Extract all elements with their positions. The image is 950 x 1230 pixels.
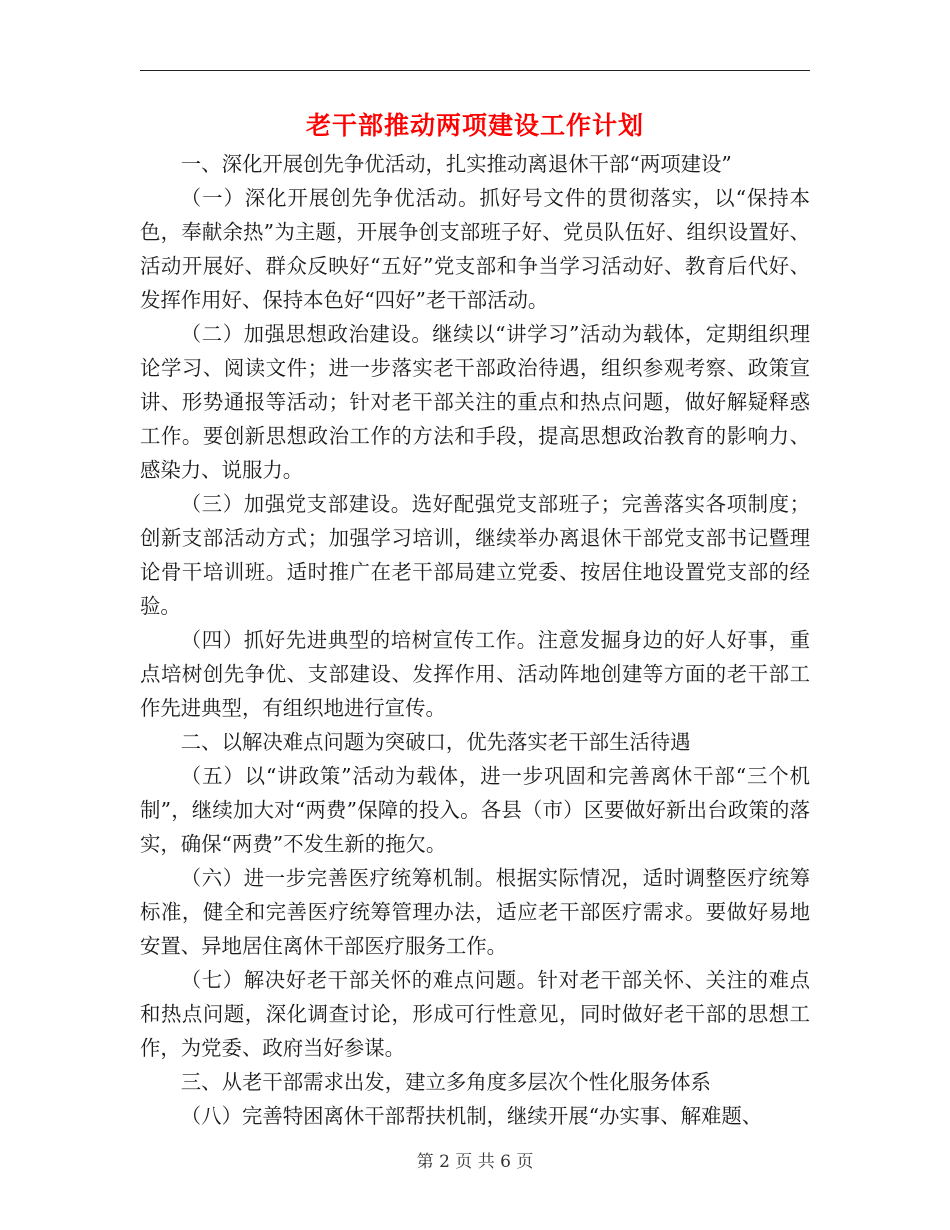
paragraph-8: （八）完善特困离休干部帮扶机制，继续开展“办实事、解难题、 <box>180 1104 763 1128</box>
section-heading-1: 一、深化开展创先争优活动，扎实推动离退休干部“两项建设” <box>180 152 732 176</box>
document-title: 老干部推动两项建设工作计划 <box>305 111 644 140</box>
header-rule <box>140 70 810 71</box>
paragraph-4: （四）抓好先进典型的培树宣传工作。注意发掘身边的好人好事，重点培树创先争优、支部建设、发挥作用、活动阵地创建等方面的老干部工作先进典型，有组织地进行宣传。 <box>140 628 810 720</box>
page-number: 第 2 页 共 6 页 <box>416 1152 534 1172</box>
paragraph-2: （二）加强思想政治建设。继续以“讲学习”活动为载体，定期组织理论学习、阅读文件；进一步落实老干部政治待遇，组织参观考察、政策宣讲、形势通报等活动；针对老干部关注的重点和热点问题，做好解疑释惑工作。要创新思想政治工作的方法和手段，提高思想政治教育的影响力、感染力、说服力。 <box>140 322 810 482</box>
paragraph-5: （五）以“讲政策”活动为载体，进一步巩固和完善离休干部“三个机制”，继续加大对“两费”保障的投入。各县（市）区要做好新出台政策的落实，确保“两费”不发生新的拖欠。 <box>140 764 810 856</box>
document-body <box>140 147 810 1133</box>
section-heading-3: 三、从老干部需求出发，建立多角度多层次个性化服务体系 <box>180 1070 711 1094</box>
section-heading-2: 二、以解决难点问题为突破口，优先落实老干部生活待遇 <box>180 730 691 754</box>
paragraph-1: （一）深化开展创先争优活动。抓好号文件的贯彻落实，以“保持本色，奉献余热”为主题，开展争创支部班子好、党员队伍好、组织设置好、活动开展好、群众反映好“五好”党支部和争当学习活动好、教育后代好、发挥作用好、保持本色好“四好”老干部活动。 <box>140 186 810 312</box>
paragraph-6: （六）进一步完善医疗统筹机制。根据实际情况，适时调整医疗统筹标准，健全和完善医疗统筹管理办法，适应老干部医疗需求。要做好易地安置、异地居住离休干部医疗服务工作。 <box>140 866 810 958</box>
paragraph-7: （七）解决好老干部关怀的难点问题。针对老干部关怀、关注的难点和热点问题，深化调查讨论，形成可行性意见，同时做好老干部的思想工作，为党委、政府当好参谋。 <box>140 968 810 1060</box>
paragraph-3: （三）加强党支部建设。选好配强党支部班子；完善落实各项制度；创新支部活动方式；加强学习培训，继续举办离退休干部党支部书记暨理论骨干培训班。适时推广在老干部局建立党委、按居住地设置党支部的经验。 <box>140 492 810 618</box>
